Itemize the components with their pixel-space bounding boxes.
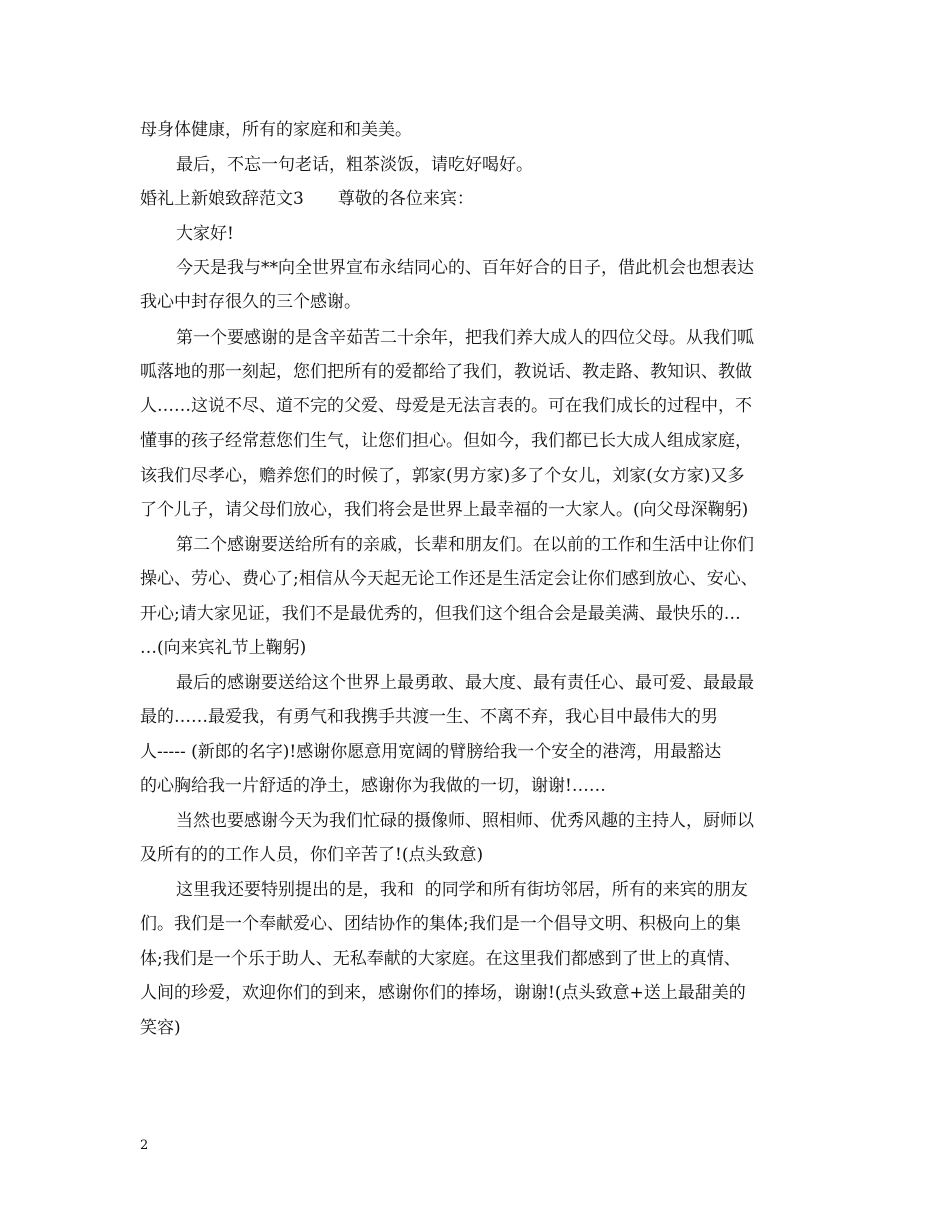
section-heading: 婚礼上新娘致辞范文3 尊敬的各位来宾： [140,189,474,209]
text-line: 操心、劳心、费心了;相信从今天起无论工作还是生活定会让你们感到放心、安心、 [140,569,758,589]
text-line: 的心胸给我一片舒适的净土，感谢你为我做的一切，谢谢!…… [140,776,606,796]
text-line: 人----- (新郎的名字)!感谢你愿意用宽阔的臂膀给我一个安全的港湾，用最豁达 [140,742,722,762]
text-line: …(向来宾礼节上鞠躬) [140,638,307,658]
text-line: 人……这说不尽、道不完的父爱、母爱是无法言表的。可在我们成长的过程中，不 [140,396,752,416]
text-line: 笑容) [140,1018,181,1038]
text-line: 呱落地的那一刻起，您们把所有的爱都给了我们，教说话、教走路、教知识、教做 [140,362,752,382]
text-line: 最后的感谢要送给这个世界上最勇敢、最大度、最有责任心、最可爱、最最最 [176,673,754,693]
text-line: 我心中封存很久的三个感谢。 [140,292,361,312]
text-line: 体;我们是一个乐于助人、无私奉献的大家庭。在这里我们都感到了世上的真情、 [140,949,741,969]
text-line: 今天是我与**向全世界宣布永结同心的、百年好合的日子，借此机会也想表达 [176,258,754,278]
text-line: 母身体健康，所有的家庭和和美美。 [140,120,412,140]
text-line: 第一个要感谢的是含辛茹苦二十余年，把我们养大成人的四位父母。从我们呱 [176,328,754,348]
text-line: 该我们尽孝心，赡养您们的时候了，郭家(男方家)多了个女儿，刘家(女方家)又多 [140,466,745,486]
text-line: 人间的珍爱，欢迎你们的到来，感谢你们的捧场，谢谢!(点头致意+送上最甜美的 [140,983,746,1003]
text-line: 当然也要感谢今天为我们忙碌的摄像师、照相师、优秀风趣的主持人，厨师以 [176,811,754,831]
text-line: 们。我们是一个奉献爱心、团结协作的集体;我们是一个倡导文明、积极向上的集 [140,914,741,934]
text-line: 第二个感谢要送给所有的亲戚，长辈和朋友们。在以前的工作和生活中让你们 [176,535,754,555]
text-line: 最的……最爱我，有勇气和我携手共渡一生、不离不弃，我心目中最伟大的男 [140,707,718,727]
text-line: 大家好! [176,224,234,244]
page-number: 2 [140,1138,149,1153]
text-line: 了个儿子，请父母们放心，我们将会是世界上最幸福的一大家人。(向父母深鞠躬) [140,500,749,520]
text-line: 懂事的孩子经常惹您们生气，让您们担心。但如今，我们都已长大成人组成家庭， [140,431,752,451]
text-line: 开心;请大家见证，我们不是最优秀的，但我们这个组合会是最美满、最快乐的… [140,604,741,624]
text-line: 最后，不忘一句老话，粗茶淡饭，请吃好喝好。 [176,155,533,175]
text-line: 及所有的的工作人员，你们辛苦了!(点头致意) [140,845,484,865]
text-line: 这里我还要特别提出的是，我和 的同学和所有街坊邻居，所有的来宾的朋友 [176,880,748,900]
